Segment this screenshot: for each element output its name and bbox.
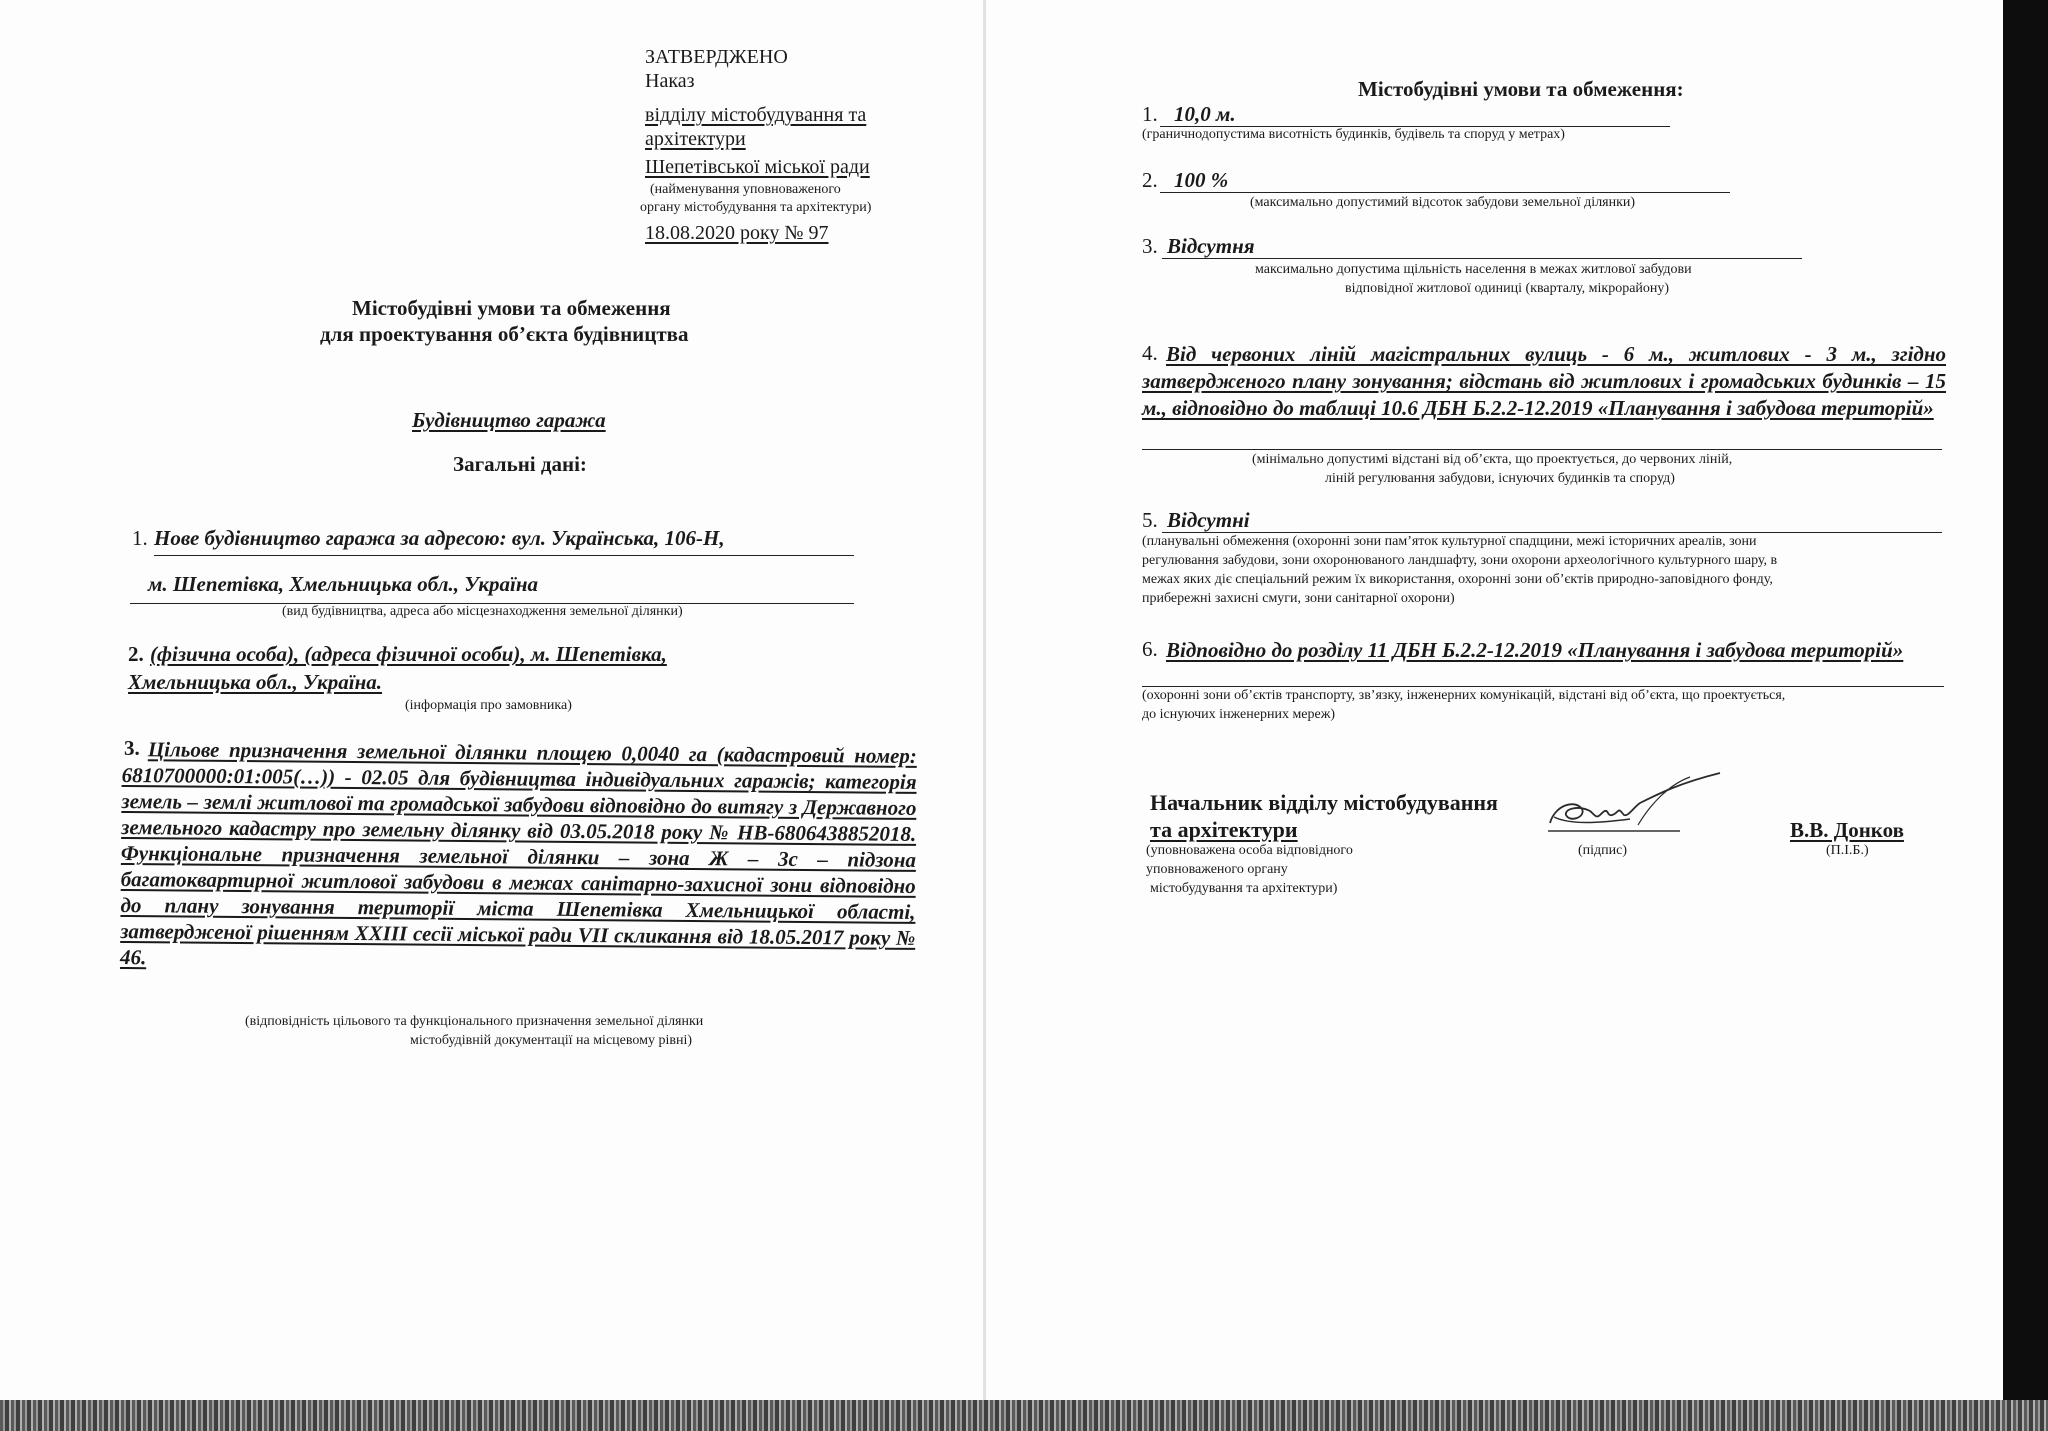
approval-date: 18.08.2020 року № 97 (645, 222, 829, 244)
page-gutter (983, 0, 986, 1400)
conditions-title: Містобудівні умови та обмеження: (1358, 77, 1684, 101)
item-1-caption: (вид будівництва, адреса або місцезнаходження земельної ділянки) (282, 604, 683, 619)
official-name: В.В. Донков (1790, 818, 1904, 842)
item-2-number: 2. (128, 642, 144, 666)
general-data-heading: Загальні дані: (453, 452, 587, 476)
signature-caption: (підпис) (1578, 843, 1628, 858)
condition-1-number: 1. (1142, 102, 1158, 126)
condition-1-value: 10,0 м. (1174, 102, 1236, 126)
condition-5-caption-3: межах яких діє спеціальний режим їх використання, охоронні зони об’єктів природно-заповідного фонду, (1142, 572, 1773, 587)
item-2-line-1: (фізична особа), (адреса фізичної особи), м. Шепетівка, (150, 642, 667, 666)
item-1-line-2: м. Шепетівка, Хмельницька обл., Україна (148, 572, 539, 596)
approved-stamp: ЗАТВЕРДЖЕНО (645, 46, 788, 68)
condition-4-caption-1: (мінімально допустимі відстані від об’єкта, що проектується, до червоних ліній, (1252, 452, 1733, 467)
condition-2-number: 2. (1142, 168, 1158, 192)
position-line-2: та архітектури (1150, 817, 1298, 842)
condition-4-underline (1142, 449, 1942, 450)
condition-1-caption: (граничнодопустима висотність будинків, будівель та споруд у метрах) (1142, 127, 1565, 142)
condition-5-value: Відсутні (1167, 508, 1250, 532)
condition-5-caption-1: (планувальні обмеження (охоронні зони пам’яток культурної спадщини, межі історичних ареалів, зони (1142, 534, 1757, 549)
condition-3-caption-2: відповідної житлової одиниці (кварталу, мікрорайону) (1345, 281, 1670, 296)
item-3-text: Цільове призначення земельної ділянки площею 0,0040 га (кадастровий номер: 6810700000:01:005(…)) - 02.05 для будівництва індивідуальних гаражів; категорія земель – землі житлової та громадської забудови відповідно до витягу з Державного земельного кадастру про земельну ділянку від 03.05.2018 року № НВ-6806438852018. Функціональне призначення земельної ділянки – зона Ж – 3с – підзона багатоквартирної житлової забудови в межах санітарно-захисної зони відповідно до плану зонування території міста Шепетівка Хмельницької області, затвердженої рішенням XXIII сесії міської ради VII скликання від 18.05.2017 року № 46. (119, 737, 917, 970)
condition-5-caption-4: прибережні захисні смуги, зони санітарної охорони) (1142, 591, 1455, 606)
condition-2-underline (1160, 192, 1730, 193)
order-label: Наказ (645, 70, 695, 92)
condition-3-number: 3. (1142, 234, 1158, 258)
position-caption-1: (уповноважена особа відповідного (1146, 843, 1353, 858)
item-3-number: 3. (124, 736, 140, 760)
item-1-underline-1 (154, 555, 854, 556)
item-2-line-2: Хмельницька обл., Україна. (128, 670, 383, 694)
condition-4-text: Від червоних ліній магістральних вулиць - 6 м., житлових - 3 м., згідно затвердженого плану зонування; відстань від житлових і громадських будинків – 15 м., відповідно до таблиці 10.6 ДБН Б.2.2-12.2019 «Планування і забудова територій» (1142, 342, 1946, 420)
condition-2-caption: (максимально допустимий відсоток забудови земельної ділянки) (1250, 195, 1636, 210)
doc-title-line-2: для проектування об’єкта будівництва (320, 322, 689, 346)
condition-6-caption-2: до існуючих інженерних мереж) (1142, 707, 1336, 722)
condition-6-number: 6. (1142, 637, 1158, 661)
scan-edge (2003, 0, 2048, 1431)
dept-line-1: відділу містобудування та (645, 104, 867, 126)
name-caption: (П.І.Б.) (1826, 843, 1869, 858)
handwritten-signature (1530, 765, 1750, 845)
item-1-line-1: Нове будівництво гаража за адресою: вул. Українська, 106-Н, (154, 526, 725, 550)
item-3-caption-2: містобудівній документації на місцевому рівні) (410, 1033, 693, 1048)
condition-5-caption-2: регулювання забудови, зони охоронюваного ландшафту, зони охорони археологічного культурного шару, в (1142, 553, 1778, 568)
condition-2-value: 100 % (1174, 168, 1229, 192)
condition-3-caption-1: максимально допустима щільність населення в межах житлової забудови (1255, 262, 1692, 277)
condition-6-text: Відповідно до розділу 11 ДБН Б.2.2-12.2019 «Планування і забудова територій» (1166, 638, 1904, 662)
position-caption-2: уповноваженого органу (1146, 862, 1288, 877)
condition-3-underline (1162, 258, 1802, 259)
position-line-1: Начальник відділу містобудування (1150, 790, 1498, 815)
item-1-number: 1. (132, 526, 148, 550)
condition-4-caption-2: ліній регулювання забудови, існуючих будинків та споруд) (1325, 471, 1675, 486)
condition-4-number: 4. (1142, 341, 1158, 365)
condition-3-value: Відсутня (1167, 234, 1255, 258)
condition-6-underline (1142, 686, 1944, 687)
doc-title-line-1: Містобудівні умови та обмеження (352, 296, 671, 320)
object-name: Будівництво гаража (412, 408, 606, 432)
item-3-caption-1: (відповідність цільового та функціонального призначення земельної ділянки (245, 1014, 704, 1029)
scan-noise-band (0, 1400, 2048, 1431)
approval-note-1: (найменування уповноваженого (650, 182, 841, 197)
approval-note-2: органу містобудування та архітектури) (640, 200, 872, 215)
condition-5-underline (1162, 532, 1942, 533)
council-name: Шепетівської міської ради (645, 156, 870, 178)
condition-6-caption-1: (охоронні зони об’єктів транспорту, зв’язку, інженерних комунікацій, відстані від об’єкта, що проектується, (1142, 688, 1786, 703)
item-2-caption: (інформація про замовника) (405, 698, 572, 713)
dept-line-2: архітектури (645, 128, 746, 150)
condition-5-number: 5. (1142, 508, 1158, 532)
position-caption-3: містобудування та архітектури) (1150, 881, 1338, 896)
